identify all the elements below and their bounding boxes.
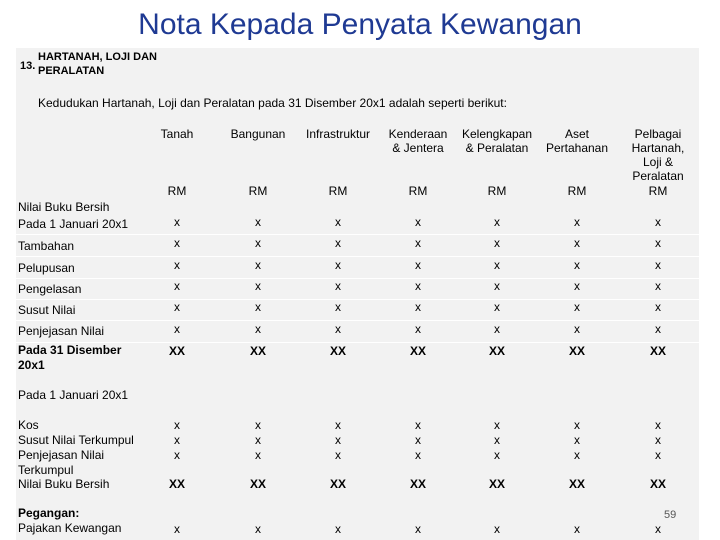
stack-labels: [18, 418, 134, 478]
table-cell: x: [255, 236, 261, 250]
row-label: Nilai Buku Bersih: [18, 477, 110, 491]
column-header-line: Kenderaan: [388, 127, 448, 141]
table-cell: x: [174, 236, 180, 250]
table-cell: XX: [488, 477, 505, 491]
column-header-line: Pertahanan: [545, 141, 609, 155]
table-cell: x: [655, 448, 661, 462]
row-label-line: Tambahan: [18, 239, 75, 253]
section-title-line: HARTANAH, LOJI DAN: [38, 51, 157, 63]
column-header: [457, 127, 537, 155]
table-cell: x: [494, 418, 500, 432]
table-cell: x: [174, 433, 180, 447]
table-cell: x: [494, 300, 500, 314]
currency-label: RM: [567, 184, 587, 198]
table-cell: x: [255, 418, 261, 432]
table-cell: x: [415, 236, 421, 250]
table-cell: x: [335, 236, 341, 250]
table-cell: x: [174, 322, 180, 336]
table-cell: XX: [329, 477, 346, 491]
row-label: [18, 261, 75, 275]
table-cell: x: [415, 258, 421, 272]
column-header: [137, 127, 217, 141]
table-cell: x: [415, 322, 421, 336]
section-number: 13.: [20, 60, 36, 72]
table-cell: XX: [649, 344, 666, 358]
table-cell: x: [335, 279, 341, 293]
table-cell: x: [494, 522, 500, 536]
row-label-line: Susut Nilai: [18, 303, 76, 317]
table-cell: x: [415, 279, 421, 293]
table-cell: x: [335, 418, 341, 432]
table-cell: x: [255, 433, 261, 447]
table-cell: x: [494, 258, 500, 272]
table-cell: x: [574, 300, 580, 314]
table-cell: XX: [649, 477, 666, 491]
table-cell: x: [174, 300, 180, 314]
table-cell: x: [335, 522, 341, 536]
table-cell: x: [415, 418, 421, 432]
table-cell: x: [255, 322, 261, 336]
row-label-line: Pengelasan: [18, 282, 82, 296]
row-label: [18, 239, 74, 253]
column-header: [378, 127, 458, 155]
table-cell: x: [415, 215, 421, 229]
page-title: Nota Kepada Penyata Kewangan: [138, 8, 582, 41]
row-label-line: 20x1: [18, 358, 45, 372]
table-cell: x: [255, 258, 261, 272]
table-cell: x: [574, 215, 580, 229]
column-header: [218, 127, 298, 141]
table-cell: x: [494, 236, 500, 250]
table-cell: x: [255, 279, 261, 293]
row-label: Pajakan Kewangan: [18, 521, 122, 535]
table-cell: x: [335, 322, 341, 336]
column-header-line: Kelengkapan: [461, 127, 533, 141]
column-header: [618, 127, 698, 183]
column-header-line: Aset: [564, 127, 589, 141]
column-header-line: & Jentera: [392, 141, 444, 155]
table-cell: XX: [329, 344, 346, 358]
table-cell: XX: [409, 477, 426, 491]
column-header-line: Loji &: [642, 155, 674, 169]
row-label-line: Pelupusan: [18, 261, 75, 275]
table-cell: x: [655, 300, 661, 314]
currency-label: RM: [648, 184, 668, 198]
currency-label: RM: [248, 184, 268, 198]
table-cell: x: [655, 418, 661, 432]
row-separator: [16, 256, 699, 257]
row-label-line: Penjejasan Nilai: [18, 448, 105, 462]
row-label-line: Pada 31 Disember: [18, 343, 122, 357]
table-cell: x: [655, 215, 661, 229]
row-label: [18, 282, 81, 296]
table-cell: x: [335, 433, 341, 447]
table-cell: x: [174, 448, 180, 462]
table-cell: x: [415, 522, 421, 536]
table-cell: x: [335, 215, 341, 229]
table-cell: XX: [168, 477, 185, 491]
table-cell: x: [255, 448, 261, 462]
table-cell: XX: [249, 344, 266, 358]
table-cell: x: [655, 279, 661, 293]
table-cell: x: [255, 215, 261, 229]
row-separator: [16, 234, 699, 235]
table-cell: x: [415, 448, 421, 462]
column-header: [537, 127, 617, 155]
currency-label: RM: [167, 184, 187, 198]
table-cell: x: [574, 279, 580, 293]
column-header-line: Tanah: [160, 127, 194, 141]
table-cell: x: [174, 215, 180, 229]
table-cell: x: [335, 300, 341, 314]
table-cell: x: [655, 258, 661, 272]
table-cell: x: [335, 448, 341, 462]
row-label-line: Penjejasan Nilai: [18, 324, 105, 338]
table-cell: XX: [568, 477, 585, 491]
table-cell: XX: [488, 344, 505, 358]
table-cell: x: [174, 522, 180, 536]
row-label-line: Kos: [18, 418, 39, 432]
table-cell: x: [494, 215, 500, 229]
page-number: 59: [664, 509, 677, 521]
currency-label: RM: [487, 184, 507, 198]
table-cell: x: [574, 448, 580, 462]
table-cell: x: [255, 522, 261, 536]
currency-label: RM: [328, 184, 348, 198]
column-header-line: & Peralatan: [465, 141, 529, 155]
table-cell: x: [574, 236, 580, 250]
table-cell: x: [174, 418, 180, 432]
row-label: [18, 324, 104, 338]
row-label-line: Pada 1 Januari 20x1: [18, 217, 129, 231]
table-cell: XX: [568, 344, 585, 358]
table-cell: x: [415, 433, 421, 447]
intro-text: Kedudukan Hartanah, Loji dan Peralatan pada 31 Disember 20x1 adalah seperti berikut:: [38, 96, 507, 110]
row-label: [18, 199, 128, 233]
table-cell: x: [655, 322, 661, 336]
section-title-line: PERALATAN: [38, 65, 105, 77]
table-cell: x: [494, 279, 500, 293]
table-cell: XX: [249, 477, 266, 491]
column-header-line: Bangunan: [230, 127, 286, 141]
column-header-line: Peralatan: [632, 169, 684, 183]
table-cell: x: [494, 322, 500, 336]
section-title: [38, 50, 157, 78]
table-cell: x: [574, 522, 580, 536]
table-cell: x: [335, 258, 341, 272]
column-header-line: Pelbagai: [634, 127, 682, 141]
table-cell: x: [255, 300, 261, 314]
table-cell: x: [494, 433, 500, 447]
table-cell: x: [415, 300, 421, 314]
row-label: [18, 303, 75, 317]
column-header-line: Infrastruktur: [305, 127, 371, 141]
column-header: [298, 127, 378, 141]
table-cell: XX: [168, 344, 185, 358]
row-label: [18, 343, 121, 373]
row-label-line: Nilai Buku Bersih: [18, 200, 110, 214]
row-label-line: Susut Nilai Terkumpul: [18, 433, 134, 447]
table-cell: XX: [409, 344, 426, 358]
table-cell: x: [174, 279, 180, 293]
table-cell: x: [655, 433, 661, 447]
table-cell: x: [574, 322, 580, 336]
table-cell: x: [655, 236, 661, 250]
table-cell: x: [655, 522, 661, 536]
table-cell: x: [174, 258, 180, 272]
table-cell: x: [574, 418, 580, 432]
row-label-line: Terkumpul: [18, 463, 74, 477]
pegangan-heading: Pegangan:: [18, 506, 80, 520]
table-cell: x: [574, 433, 580, 447]
currency-label: RM: [408, 184, 428, 198]
column-header-line: Hartanah,: [631, 141, 685, 155]
table-cell: x: [494, 448, 500, 462]
row-separator: [16, 320, 699, 321]
table-cell: x: [574, 258, 580, 272]
section-heading: Pada 1 Januari 20x1: [18, 388, 129, 402]
